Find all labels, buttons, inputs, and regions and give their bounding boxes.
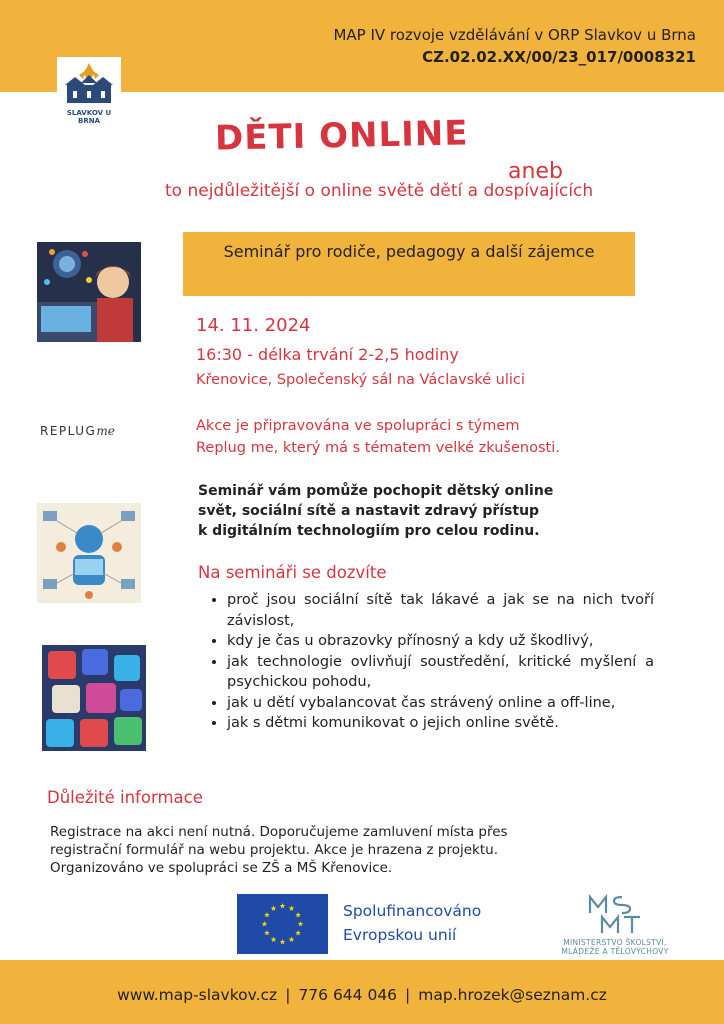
eu-star-icon — [295, 930, 301, 935]
list-item: • kdy je čas u obrazovky přínosný a kdy už škodlivý, — [227, 631, 654, 652]
replug-logo-script: me — [96, 424, 115, 438]
intro-line-1: Seminář vám pomůže pochopit dětský online — [198, 483, 554, 499]
eu-star-icon — [280, 939, 286, 944]
event-place: Křenovice, Společenský sál na Václavské ulici — [196, 372, 525, 388]
footer-contacts — [0, 986, 724, 1004]
cooperation-line-2: Replug me, který má s tématem velké zkušenosti. — [196, 440, 560, 456]
footer-email[interactable]: map.hrozek@seznam.cz — [418, 986, 607, 1004]
info-line-2: registrační formulář na webu projektu. Akce je hrazena z projektu. — [50, 842, 499, 858]
page-title: DĚTI ONLINE — [214, 113, 469, 159]
social-media-cubes-image — [42, 645, 146, 751]
seminar-box-text: Seminář pro rodiče, pedagogy a další zájemce — [223, 242, 595, 261]
eu-star-icon — [264, 912, 270, 917]
eu-star-icon — [289, 905, 295, 910]
msmt-line-2: MLÁDEŽE A TĚLOVÝCHOVY — [561, 947, 669, 956]
info-line-3: Organizováno ve spolupráci se ZŠ a MŠ Křenovice. — [50, 860, 393, 876]
eu-star-icon — [271, 905, 277, 910]
eu-line-1: Spolufinancováno — [343, 902, 482, 920]
digital-network-image — [37, 503, 141, 603]
intro-line-2: svět, sociální sítě a nastavit zdravý přístup — [198, 503, 540, 519]
footer-separator: | — [405, 986, 411, 1004]
eu-star-icon — [262, 921, 268, 926]
eu-star-icon — [298, 921, 304, 926]
page-subtitle: to nejdůležitější o online světě dětí a dospívajících — [165, 181, 594, 201]
title-aneb: aneb — [508, 159, 563, 184]
msmt-logo-icon — [580, 893, 650, 937]
eu-star-icon — [271, 937, 277, 942]
replug-logo-text: REPLUG — [40, 424, 97, 438]
footer-web[interactable]: www.map-slavkov.cz — [117, 986, 278, 1004]
eu-star-icon — [264, 930, 270, 935]
eu-line-2: Evropskou unií — [343, 926, 457, 944]
list-item: • jak u dětí vybalancovat čas strávený online a off-line, — [227, 693, 654, 714]
list-item: • jak s dětmi komunikovat o jejich online světě. — [227, 713, 654, 734]
child-laptop-image — [37, 242, 141, 342]
intro-line-3: k digitálním technologiím pro celou rodinu. — [198, 523, 540, 539]
slavkov-logo — [57, 57, 121, 123]
eu-star-icon — [280, 903, 286, 908]
seminar-box — [183, 232, 635, 296]
header-text — [333, 24, 696, 68]
castle-icon — [57, 57, 121, 109]
logo-label: SLAVKOV U BRNA — [66, 109, 112, 125]
list-item: • proč jsou sociální sítě tak lákavé a jak se na nich tvoří závislost, — [227, 590, 654, 631]
info-heading: Důležité informace — [47, 788, 203, 807]
eu-flag-icon — [237, 894, 328, 954]
learn-heading: Na semináři se dozvíte — [198, 563, 387, 582]
event-date: 14. 11. 2024 — [196, 315, 311, 336]
footer-separator: | — [285, 986, 291, 1004]
learn-list — [208, 590, 654, 734]
list-item: • jak technologie ovlivňují soustředění, kritické myšlení a psychickou pohodu, — [227, 652, 654, 693]
intro-text — [198, 481, 635, 541]
project-code: CZ.02.02.XX/00/23_017/0008321 — [422, 48, 696, 66]
eu-star-icon — [289, 937, 295, 942]
replug-logo — [40, 424, 115, 438]
event-time: 16:30 - délka trvání 2-2,5 hodiny — [196, 345, 459, 364]
msmt-text — [540, 938, 690, 956]
footer-phone: 776 644 046 — [298, 986, 398, 1004]
info-line-1: Registrace na akci není nutná. Doporučujeme zamluvení místa přes — [50, 824, 508, 840]
cooperation-line-1: Akce je připravována ve spolupráci s týmem — [196, 418, 520, 434]
info-text — [50, 823, 672, 877]
eu-star-icon — [295, 912, 301, 917]
cooperation-text — [196, 415, 560, 459]
eu-funding-text — [343, 899, 481, 947]
project-name: MAP IV rozvoje vzdělávání v ORP Slavkov u Brna — [333, 26, 696, 44]
msmt-line-1: MINISTERSTVO ŠKOLSTVÍ, — [563, 938, 667, 947]
